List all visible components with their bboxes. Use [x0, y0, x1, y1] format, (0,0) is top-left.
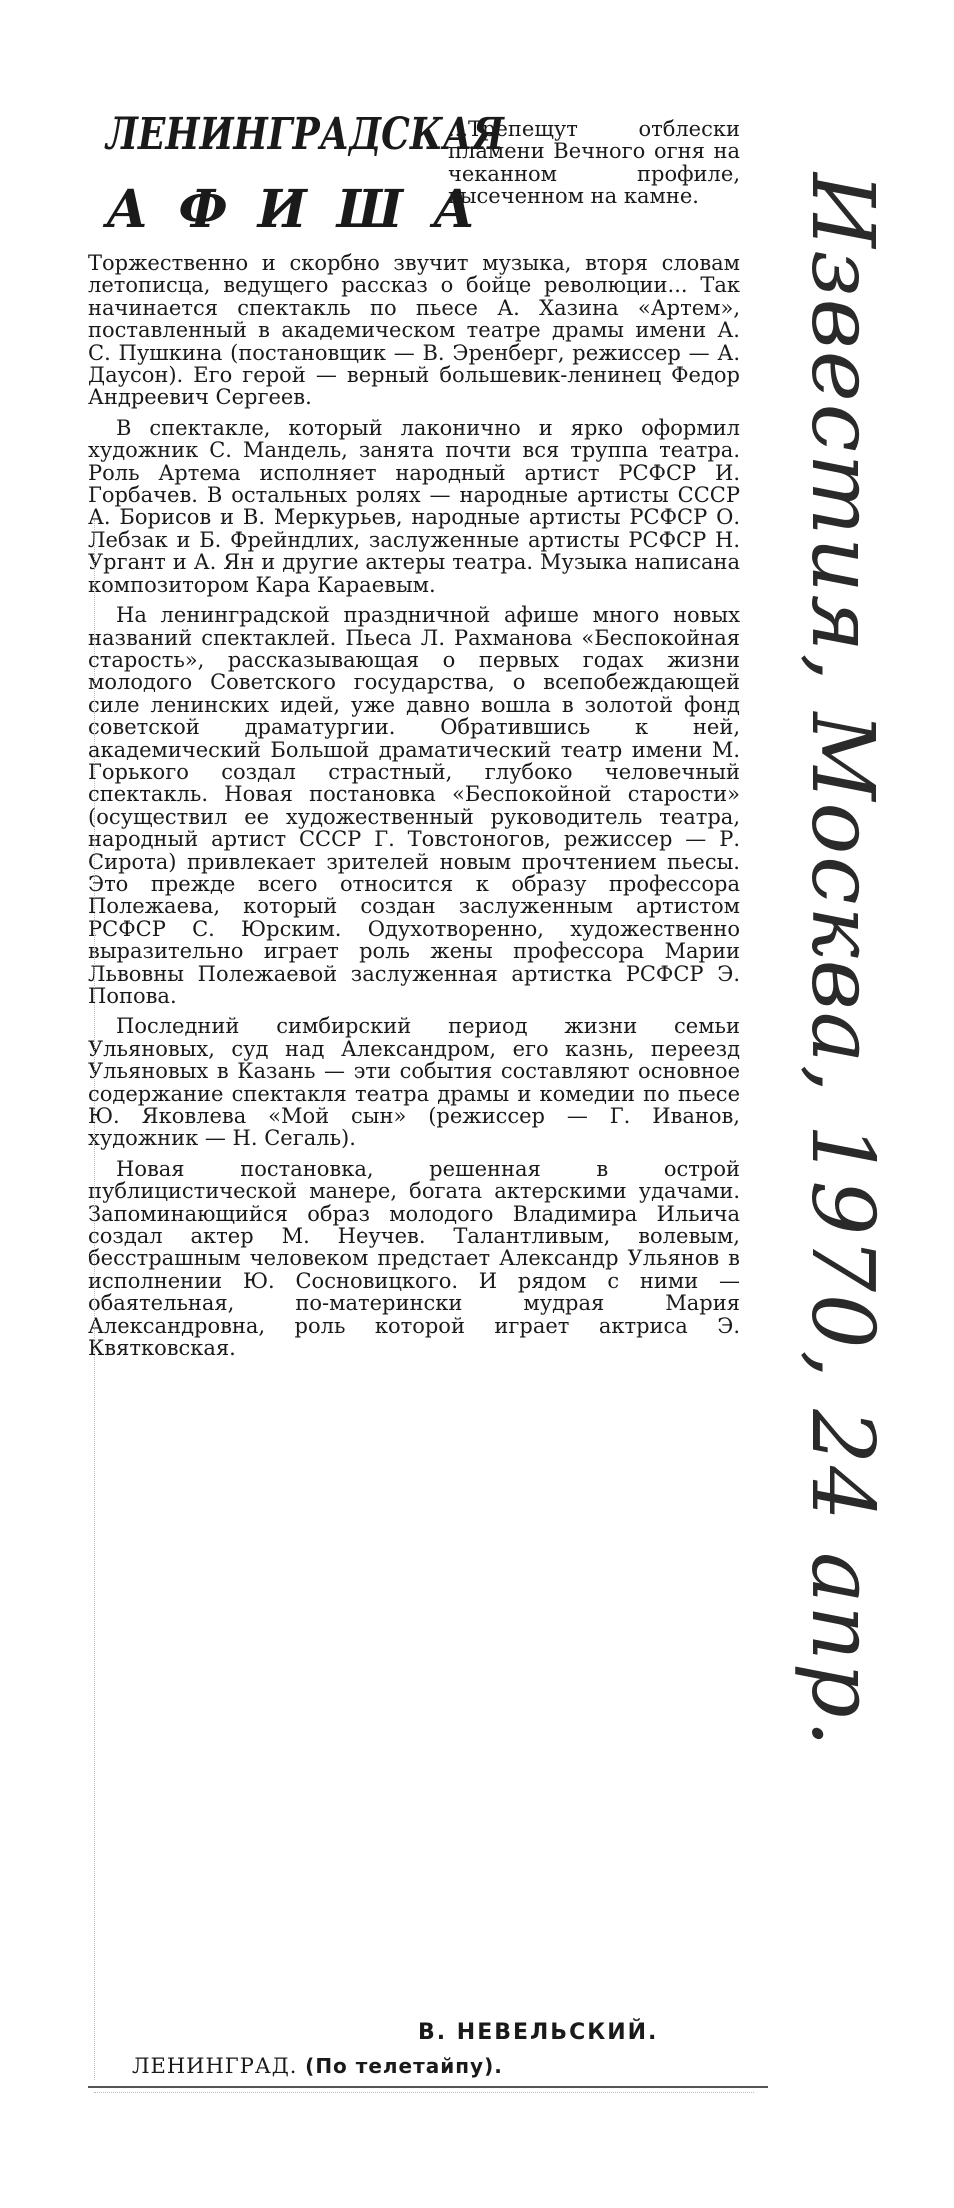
author-signature: В. НЕВЕЛЬСКИЙ.: [418, 2020, 659, 2045]
newspaper-clipping: [88, 108, 740, 2078]
dateline-city: ЛЕНИНГРАД.: [132, 2054, 298, 2078]
article-paragraph: Последний симбирский период жизни семьи Ульяновых, суд над Александром, его казнь, переезд Ульяновых в Казань — эти события составляют основное содержание спектакля театра драмы и комедии по пьесе Ю. Яковлева «Мой сын» (режиссер — Г. Иванов, художник — Н. Сегаль).: [88, 1014, 740, 1151]
bottom-rule-dotted: [94, 2092, 754, 2093]
dateline: [132, 2054, 503, 2078]
article-paragraph: На ленинградской праздничной афише много новых названий спектаклей. Пьеса Л. Рахманова «Беспокойная старость», рассказывающая о первых годах жизни молодого Советского государства, о всепобеждающей силе ленинских идей, уже давно вошла в золотой фонд советской драматургии. Обратившись к ней, академический Большой драматический театр имени М. Горького создал страстный, глубоко человечный спектакль. Новая постановка «Беспокойной старости» (осуществил ее художественный руководитель театра, народный артист СССР Г. Товстоногов, режиссер — Р. Сирота) привлекает зрителей новым прочтением пьесы. Это прежде всего относится к образу профессора Полежаева, который создан заслуженным артистом РСФСР С. Юрским. Одухотворенно, художественно выразительно играет роль жены профессора Марии Львовны Полежаевой заслуженная артистка РСФСР Э. Попова.: [88, 603, 740, 1008]
headline-line-2: АФИША: [106, 179, 506, 240]
article-body: [88, 252, 740, 1368]
headline-line-1: ЛЕНИНГРАДСКАЯ: [106, 109, 504, 160]
dateline-source: (По телетайпу).: [305, 2054, 503, 2078]
handwritten-note-text: Известия, Москва, 1970, 24 апр.: [792, 172, 892, 1750]
intro-text: ...Трепещут отблески пламени Вечного огня на чеканном профиле, высеченном на камне.: [448, 117, 740, 209]
article-paragraph: Торжественно и скорбно звучит музыка, вторя словам летописца, ведущего рассказ о бойце революции... Так начинается спектакль по пьесе А. Хазина «Артем», поставленный в академическом театре драмы имени А. С. Пушкина (постановщик — В. Эренберг, режиссер — А. Даусон). Его герой — верный большевик-ленинец Федор Андреевич Сергеев.: [88, 251, 740, 410]
headline: [106, 108, 506, 246]
clipping-edge: [94, 520, 95, 2080]
article-paragraph: В спектакле, который лаконично и ярко оформил художник С. Мандель, занята почти вся труппа театра. Роль Артема исполняет народный артист РСФСР И. Горбачев. В остальных ролях — народные артисты СССР А. Борисов и В. Меркурьев, народные артисты РСФСР О. Лебзак и Б. Фрейндлих, заслуженные артисты РСФСР Н. Ургант и А. Ян и другие актеры театра. Музыка написана композитором Кара Караевым.: [88, 415, 740, 597]
bottom-rule: [88, 2086, 768, 2088]
handwritten-annotation: [742, 172, 942, 1750]
article-paragraph: Новая постановка, решенная в острой публицистической манере, богата актерскими удачами. Запоминающийся образ молодого Владимира Ильича создал актер М. Неучев. Талантливым, волевым, бесстрашным человеком предстает Александр Ульянов в исполнении Ю. Сосновицкого. И рядом с ними — обаятельная, по-матерински мудрая Мария Александровна, роль которой играет актриса Э. Квятковская.: [88, 1156, 740, 1361]
